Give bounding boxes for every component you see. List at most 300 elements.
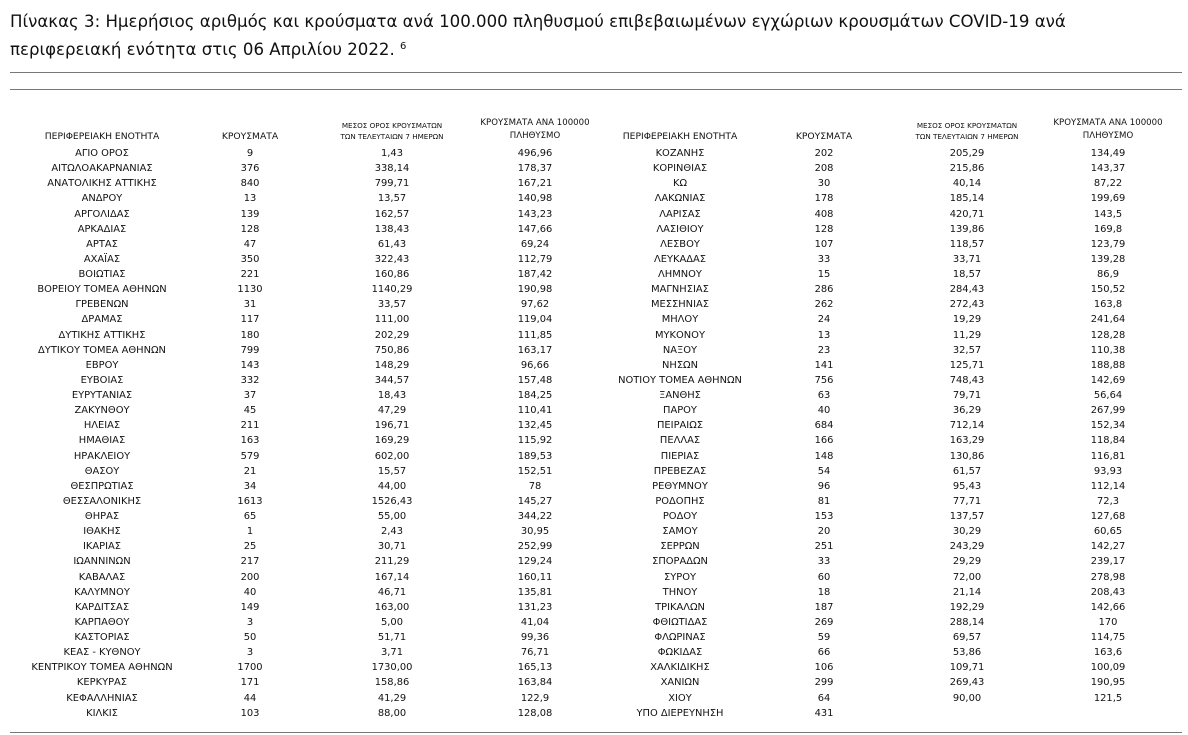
header-per100k-right-line1: ΚΡΟΥΣΜΑΤΑ ΑΝΑ 100000: [1053, 118, 1163, 128]
cell-region-right: ΣΠΟΡΑΔΩΝ: [652, 556, 708, 568]
cell-avg7-right: 11,29: [952, 329, 982, 341]
cell-cases-right: 202: [814, 148, 834, 159]
cell-per100k-right: 150,52: [1090, 284, 1126, 296]
header-region-right: ΠΕΡΙΦΕΡΕΙΑΚΗ ΕΝΟΤΗΤΑ: [622, 131, 738, 142]
cell-avg7-left: 13,57: [377, 193, 407, 205]
cell-region-right: ΞΑΝΘΗΣ: [659, 390, 701, 401]
cell-per100k-right: 188,88: [1090, 359, 1126, 371]
cell-region-right: ΠΑΡΟΥ: [663, 405, 697, 417]
table-row: [0, 570, 1188, 585]
cell-per100k-right: 267,99: [1090, 405, 1126, 417]
cell-region-left: ΘΑΣΟΥ: [84, 465, 120, 477]
cell-per100k-right: 114,75: [1090, 632, 1126, 643]
cell-region-right: ΝΗΣΩΝ: [662, 359, 698, 371]
cell-cases-left: 149: [240, 601, 260, 613]
cell-region-left: ΑΝΔΡΟΥ: [81, 193, 123, 205]
cell-cases-right: 262: [814, 299, 834, 311]
cell-per100k-right: 123,79: [1090, 238, 1126, 250]
cell-cases-left: 1613: [237, 495, 263, 507]
cell-region-left: ΔΡΑΜΑΣ: [81, 314, 123, 326]
cell-region-left: ΗΛΕΙΑΣ: [83, 420, 121, 432]
cell-per100k-left: 167,21: [517, 178, 553, 190]
caption-text: Πίνακας 3: Ημερήσιος αριθμός και κρούσματα ανά 100.000 πληθυσμού επιβεβαιωμένων εγχώριων κρουσμάτων COVID-19 ανά περιφερειακή ενότητα στις 06 Απριλίου 2022.: [10, 12, 1066, 59]
table-row: [0, 660, 1188, 675]
cell-per100k-left: 165,13: [517, 662, 553, 674]
cell-cases-left: 47: [243, 238, 257, 250]
header-cases-left: ΚΡΟΥΣΜΑΤΑ: [221, 131, 279, 142]
table-body: [0, 146, 1188, 721]
cell-region-right: ΛΑΚΩΝΙΑΣ: [654, 193, 706, 205]
cell-region-left: ΚΕΝΤΡΙΚΟΥ ΤΟΜΕΑ ΑΘΗΝΩΝ: [31, 662, 173, 674]
cell-per100k-left: 96,66: [520, 359, 550, 371]
cell-avg7-right: 420,71: [949, 208, 985, 220]
cell-per100k-right: 278,98: [1090, 571, 1126, 583]
table-row: [0, 706, 1188, 721]
cell-per100k-left: 157,48: [517, 374, 553, 386]
cell-region-left: ΑΓΙΟ ΟΡΟΣ: [75, 148, 129, 159]
cell-region-right: ΧΙΟΥ: [668, 692, 692, 704]
header-avg-right-line1: ΜΕΣΟΣ ΟΡΟΣ ΚΡΟΥΣΜΑΤΩΝ: [916, 121, 1018, 130]
cell-region-left: ΚΑΣΤΟΡΙΑΣ: [74, 632, 130, 643]
cell-per100k-right: 134,49: [1090, 148, 1126, 159]
cell-cases-right: 15: [817, 269, 831, 280]
cell-cases-right: 153: [814, 511, 834, 522]
cell-region-right: ΝΑΞΟΥ: [662, 344, 698, 356]
cell-per100k-right: 112,14: [1090, 480, 1126, 492]
header-region-left: ΠΕΡΙΦΕΡΕΙΑΚΗ ΕΝΟΤΗΤΑ: [44, 131, 160, 142]
table-row: [0, 388, 1188, 403]
cell-avg7-left: 196,71: [374, 420, 410, 432]
table-row: [0, 433, 1188, 448]
table-row: [0, 418, 1188, 433]
cell-cases-left: 103: [240, 707, 260, 719]
cell-avg7-left: 322,43: [374, 253, 410, 265]
cell-per100k-left: 190,98: [517, 284, 553, 296]
cell-per100k-left: 78: [528, 480, 542, 492]
cell-cases-left: 139: [240, 208, 260, 220]
cell-region-right: ΠΡΕΒΕΖΑΣ: [653, 465, 707, 477]
cell-per100k-left: 163,17: [517, 344, 553, 356]
cell-region-right: ΛΗΜΝΟΥ: [658, 269, 702, 280]
cell-cases-left: 13: [243, 193, 257, 205]
cell-per100k-right: 170: [1098, 616, 1118, 628]
cell-per100k-right: 241,64: [1090, 314, 1126, 326]
table-row: [0, 494, 1188, 509]
cell-region-left: ΘΕΣΠΡΩΤΙΑΣ: [70, 480, 134, 492]
cell-cases-right: 96: [817, 480, 831, 492]
cell-avg7-right: 79,71: [952, 390, 982, 401]
cell-cases-right: 33: [817, 253, 831, 265]
cell-region-right: ΡΟΔΟΠΗΣ: [655, 495, 705, 507]
table-row: [0, 176, 1188, 191]
cell-per100k-left: 41,04: [520, 616, 550, 628]
header-per100k-left-line1: ΚΡΟΥΣΜΑΤΑ ΑΝΑ 100000: [480, 118, 590, 128]
table-caption: [10, 9, 1182, 62]
cell-per100k-left: 143,23: [517, 208, 553, 220]
cell-region-left: ΓΡΕΒΕΝΩΝ: [75, 299, 129, 311]
cell-avg7-right: 77,71: [952, 495, 982, 507]
cell-avg7-left: 158,86: [374, 677, 410, 689]
cell-cases-left: 221: [240, 269, 260, 280]
cell-per100k-right: 163,8: [1093, 299, 1123, 311]
cell-region-left: ΚΑΛΥΜΝΟΥ: [74, 586, 130, 598]
table-row: [0, 403, 1188, 418]
cell-per100k-left: 135,81: [517, 586, 553, 598]
cell-avg7-right: 748,43: [949, 374, 985, 386]
cell-per100k-left: 163,84: [517, 677, 553, 689]
cell-per100k-right: 142,66: [1090, 601, 1126, 613]
table-row: [0, 539, 1188, 554]
cell-cases-right: 81: [817, 495, 831, 507]
cell-avg7-left: 46,71: [377, 586, 407, 598]
cell-cases-right: 187: [814, 601, 834, 613]
header-per100k-left-line2: ΠΛΗΘΥΣΜΟ: [509, 131, 561, 141]
table-row: [0, 479, 1188, 494]
cell-region-right: ΝΟΤΙΟΥ ΤΟΜΕΑ ΑΘΗΝΩΝ: [618, 374, 742, 386]
header-avg-right-line2: ΤΩΝ ΤΕΛΕΥΤΑΙΩΝ 7 ΗΜΕΡΩΝ: [915, 132, 1019, 141]
cell-region-left: ΚΑΒΑΛΑΣ: [78, 571, 126, 583]
cell-per100k-left: 187,42: [517, 269, 553, 280]
table-row: [0, 312, 1188, 327]
table-row: [0, 373, 1188, 388]
cell-avg7-right: 712,14: [949, 420, 985, 432]
table-row: [0, 691, 1188, 706]
cell-region-right: ΧΑΛΚΙΔΙΚΗΣ: [650, 662, 710, 674]
table-row: [0, 328, 1188, 343]
table-row: [0, 146, 1188, 161]
cell-avg7-right: 36,29: [952, 405, 982, 417]
cell-region-left: ΚΑΡΠΑΘΟΥ: [74, 616, 130, 628]
cell-per100k-right: 142,27: [1090, 541, 1126, 553]
cell-per100k-left: 147,66: [517, 223, 553, 235]
cell-avg7-right: 215,86: [949, 163, 985, 175]
cell-per100k-right: 56,64: [1093, 390, 1123, 401]
cell-per100k-right: 190,95: [1090, 677, 1126, 689]
cell-cases-left: 128: [240, 223, 260, 235]
cell-cases-left: 376: [240, 163, 260, 175]
cell-per100k-right: 86,9: [1097, 269, 1119, 280]
cell-cases-left: 180: [240, 329, 260, 341]
cell-avg7-left: 2,43: [381, 526, 403, 538]
cell-avg7-right: 18,57: [952, 269, 982, 280]
cell-per100k-left: 496,96: [517, 148, 553, 159]
cell-avg7-right: 40,14: [952, 178, 982, 190]
cell-cases-right: 128: [814, 223, 834, 235]
cell-cases-right: 286: [814, 284, 834, 296]
cell-per100k-left: 122,9: [520, 692, 550, 704]
cell-per100k-right: 127,68: [1090, 511, 1126, 522]
cell-per100k-right: 60,65: [1093, 526, 1123, 538]
cell-cases-right: 178: [814, 193, 834, 205]
cell-cases-left: 44: [243, 692, 257, 704]
cell-avg7-left: 1140,29: [371, 284, 413, 296]
cell-per100k-right: 87,22: [1093, 178, 1123, 190]
cell-avg7-left: 111,00: [374, 314, 410, 326]
cell-avg7-right: 288,14: [949, 616, 985, 628]
cell-cases-left: 163: [240, 435, 260, 447]
cell-per100k-left: 252,99: [517, 541, 553, 553]
cell-avg7-left: 1,43: [381, 148, 403, 159]
cell-region-left: ΑΡΤΑΣ: [86, 238, 118, 250]
table-row: [0, 207, 1188, 222]
cell-region-right: ΜΗΛΟΥ: [661, 314, 699, 326]
cell-region-left: ΔΥΤΙΚΗΣ ΑΤΤΙΚΗΣ: [58, 329, 146, 341]
cell-region-left: ΗΡΑΚΛΕΙΟΥ: [73, 450, 131, 462]
cell-cases-left: 1130: [237, 284, 263, 296]
cell-per100k-left: 160,11: [517, 571, 553, 583]
cell-cases-left: 21: [243, 465, 257, 477]
cell-cases-left: 45: [243, 405, 257, 417]
cell-region-left: ΖΑΚΥΝΘΟΥ: [74, 405, 130, 417]
header-per100k-right-line2: ΠΛΗΘΥΣΜΟ: [1082, 131, 1134, 141]
cell-region-left: ΗΜΑΘΙΑΣ: [78, 435, 126, 447]
cell-cases-left: 579: [240, 450, 260, 462]
cell-per100k-right: 142,69: [1090, 374, 1126, 386]
cell-region-left: ΒΟΙΩΤΙΑΣ: [78, 269, 126, 280]
cell-cases-left: 65: [243, 511, 257, 522]
rule-bottom: [10, 732, 1182, 733]
cell-cases-left: 217: [240, 556, 260, 568]
cell-per100k-right: 139,28: [1090, 253, 1126, 265]
table-row: [0, 282, 1188, 297]
cell-avg7-left: 338,14: [374, 163, 410, 175]
cell-avg7-right: 30,29: [952, 526, 982, 538]
cell-avg7-left: 47,29: [377, 405, 407, 417]
table-row: [0, 358, 1188, 373]
cell-cases-left: 840: [240, 178, 260, 190]
cell-region-right: ΜΑΓΝΗΣΙΑΣ: [651, 284, 709, 296]
rule-table-top: [10, 89, 1182, 90]
cell-region-right: ΜΥΚΟΝΟΥ: [655, 329, 705, 341]
cell-region-right: ΤΡΙΚΑΛΩΝ: [655, 601, 705, 613]
cell-region-right: ΠΕΙΡΑΙΩΣ: [657, 420, 703, 432]
cell-cases-right: 54: [817, 465, 831, 477]
cell-region-right: ΣΑΜΟΥ: [662, 526, 698, 538]
cell-region-left: ΚΕΡΚΥΡΑΣ: [76, 677, 128, 689]
cell-avg7-right: 72,00: [952, 571, 982, 583]
cell-region-left: ΑΧΑΪΑΣ: [83, 253, 121, 265]
cell-cases-right: 66: [817, 647, 831, 659]
cell-cases-left: 1: [246, 526, 254, 538]
cell-cases-left: 143: [240, 359, 260, 371]
cell-region-right: ΚΟΡΙΝΘΙΑΣ: [652, 163, 708, 175]
cell-region-left: ΕΥΒΟΙΑΣ: [80, 374, 124, 386]
cell-per100k-left: 189,53: [517, 450, 553, 462]
cell-region-left: ΘΗΡΑΣ: [84, 511, 120, 522]
cell-region-right: ΜΕΣΣΗΝΙΑΣ: [651, 299, 709, 311]
cell-region-left: ΙΚΑΡΙΑΣ: [82, 541, 121, 553]
cell-avg7-left: 167,14: [374, 571, 410, 583]
cell-region-right: ΦΩΚΙΔΑΣ: [657, 647, 703, 659]
table-row: [0, 554, 1188, 569]
table-row: [0, 267, 1188, 282]
cell-avg7-right: 32,57: [952, 344, 982, 356]
cell-region-right: ΚΩ: [672, 178, 688, 190]
table-row: [0, 252, 1188, 267]
cell-region-left: ΕΒΡΟΥ: [85, 359, 119, 371]
cell-region-left: ΘΕΣΣΑΛΟΝΙΚΗΣ: [62, 495, 142, 507]
cell-region-right: ΠΙΕΡΙΑΣ: [660, 450, 700, 462]
cell-per100k-left: 152,51: [517, 465, 553, 477]
cell-per100k-left: 178,37: [517, 163, 553, 175]
cell-avg7-left: 148,29: [374, 359, 410, 371]
table-row: [0, 675, 1188, 690]
cell-per100k-left: 97,62: [520, 299, 550, 311]
cell-avg7-right: 61,57: [952, 465, 982, 477]
cell-cases-left: 171: [240, 677, 260, 689]
cell-region-left: ΕΥΡΥΤΑΝΙΑΣ: [71, 390, 133, 401]
cell-cases-right: 59: [817, 632, 831, 643]
table-row: [0, 161, 1188, 176]
cell-per100k-right: 208,43: [1090, 586, 1126, 598]
table-row: [0, 524, 1188, 539]
cell-cases-right: 431: [814, 707, 834, 719]
cell-per100k-right: 72,3: [1097, 495, 1119, 507]
cell-avg7-left: 51,71: [377, 632, 407, 643]
cell-region-right: ΤΗΝΟΥ: [662, 586, 698, 598]
cell-cases-left: 9: [246, 148, 254, 159]
cell-avg7-right: 272,43: [949, 299, 985, 311]
cell-cases-left: 799: [240, 344, 260, 356]
cell-per100k-right: 169,8: [1093, 223, 1123, 235]
rule-top: [10, 72, 1182, 73]
cell-per100k-left: 110,41: [517, 405, 553, 417]
table-row: [0, 615, 1188, 630]
cell-avg7-left: 750,86: [374, 344, 410, 356]
cell-avg7-left: 5,00: [381, 616, 403, 628]
cell-per100k-right: 128,28: [1090, 329, 1126, 341]
footnote-marker: 6: [400, 41, 407, 52]
cell-region-right: ΡΟΔΟΥ: [662, 511, 698, 522]
cell-per100k-left: 30,95: [520, 526, 550, 538]
cell-cases-right: 40: [817, 405, 831, 417]
cell-cases-left: 200: [240, 571, 260, 583]
cell-per100k-left: 184,25: [517, 390, 553, 401]
cell-region-left: ΚΙΛΚΙΣ: [86, 707, 118, 719]
cell-region-left: ΑΡΓΟΛΙΔΑΣ: [74, 208, 130, 220]
cell-avg7-left: 799,71: [374, 178, 410, 190]
cell-avg7-right: 69,57: [952, 632, 982, 643]
cell-per100k-left: 115,92: [517, 435, 553, 447]
cell-region-right: ΚΟΖΑΝΗΣ: [655, 148, 705, 159]
cell-cases-right: 269: [814, 616, 834, 628]
cell-cases-right: 13: [817, 329, 831, 341]
cell-cases-left: 31: [243, 299, 257, 311]
table-row: [0, 630, 1188, 645]
cell-avg7-left: 55,00: [377, 511, 407, 522]
cell-per100k-right: 118,84: [1090, 435, 1126, 447]
cell-cases-right: 148: [814, 450, 834, 462]
cell-per100k-left: 128,08: [517, 707, 553, 719]
cell-per100k-right: 152,34: [1090, 420, 1126, 432]
cell-region-right: ΡΕΘΥΜΝΟΥ: [652, 480, 708, 492]
cell-avg7-right: 130,86: [949, 450, 985, 462]
cell-avg7-right: 243,29: [949, 541, 985, 553]
cell-cases-right: 20: [817, 526, 831, 538]
cell-cases-left: 117: [240, 314, 260, 326]
cell-cases-left: 211: [240, 420, 260, 432]
cell-region-left: ΙΩΑΝΝΙΝΩΝ: [73, 556, 131, 568]
cell-avg7-left: 202,29: [374, 329, 410, 341]
cell-avg7-left: 344,57: [374, 374, 410, 386]
cell-cases-left: 1700: [237, 662, 263, 674]
cell-avg7-right: 118,57: [949, 238, 985, 250]
cell-per100k-left: 111,85: [517, 329, 553, 341]
cell-region-right: ΛΑΡΙΣΑΣ: [659, 208, 701, 220]
cell-cases-right: 299: [814, 677, 834, 689]
cell-per100k-right: 239,17: [1090, 556, 1126, 568]
cell-avg7-right: 284,43: [949, 284, 985, 296]
cell-cases-left: 40: [243, 586, 257, 598]
cell-cases-left: 50: [243, 632, 257, 643]
cell-avg7-left: 15,57: [377, 465, 407, 477]
cell-avg7-left: 61,43: [377, 238, 407, 250]
cell-avg7-right: 163,29: [949, 435, 985, 447]
header-avg-left-line1: ΜΕΣΟΣ ΟΡΟΣ ΚΡΟΥΣΜΑΤΩΝ: [341, 121, 443, 130]
table-row: [0, 600, 1188, 615]
cell-cases-right: 141: [814, 359, 834, 371]
cell-per100k-left: 129,24: [517, 556, 553, 568]
cell-cases-right: 24: [817, 314, 831, 326]
cell-region-left: ΒΟΡΕΙΟΥ ΤΟΜΕΑ ΑΘΗΝΩΝ: [37, 284, 167, 296]
cell-cases-right: 30: [817, 178, 831, 190]
cell-region-left: ΙΘΑΚΗΣ: [83, 526, 121, 538]
cell-avg7-left: 163,00: [374, 601, 410, 613]
cell-cases-right: 166: [814, 435, 834, 447]
cell-region-left: ΚΑΡΔΙΤΣΑΣ: [74, 601, 130, 613]
cell-per100k-right: 121,5: [1093, 692, 1123, 704]
cell-region-left: ΔΥΤΙΚΟΥ ΤΟΜΕΑ ΑΘΗΝΩΝ: [38, 344, 166, 356]
cell-avg7-left: 1730,00: [371, 662, 413, 674]
cell-avg7-left: 602,00: [374, 450, 410, 462]
cell-cases-right: 756: [814, 374, 834, 386]
cell-cases-right: 251: [814, 541, 834, 553]
cell-cases-right: 684: [814, 420, 834, 432]
cell-per100k-left: 131,23: [517, 601, 553, 613]
cell-region-right: ΛΑΣΙΘΙΟΥ: [656, 223, 704, 235]
cell-cases-right: 33: [817, 556, 831, 568]
cell-avg7-left: 1526,43: [371, 495, 413, 507]
cell-region-left: ΚΕΦΑΛΛΗΝΙΑΣ: [66, 692, 138, 704]
cell-per100k-left: 119,04: [517, 314, 553, 326]
cell-avg7-right: 109,71: [949, 662, 985, 674]
table-row: [0, 297, 1188, 312]
cell-region-right: ΠΕΛΛΑΣ: [659, 435, 701, 447]
cell-cases-right: 106: [814, 662, 834, 674]
cell-cases-left: 3: [246, 616, 254, 628]
cell-avg7-right: 33,71: [952, 253, 982, 265]
cell-avg7-left: 41,29: [377, 692, 407, 704]
cell-per100k-left: 76,71: [520, 647, 550, 659]
cell-region-left: ΑΝΑΤΟΛΙΚΗΣ ΑΤΤΙΚΗΣ: [47, 178, 157, 190]
cell-per100k-right: 143,5: [1093, 208, 1123, 220]
cell-region-left: ΑΙΤΩΛΟΑΚΑΡΝΑΝΙΑΣ: [51, 163, 153, 175]
cell-avg7-right: 137,57: [949, 511, 985, 522]
cell-region-right: ΣΥΡΟΥ: [663, 571, 697, 583]
cell-avg7-right: 95,43: [952, 480, 982, 492]
cell-cases-right: 23: [817, 344, 831, 356]
table-row: [0, 222, 1188, 237]
cell-region-right: ΥΠΟ ΔΙΕΡΕΥΝΗΣΗ: [636, 707, 724, 719]
cell-avg7-right: 185,14: [949, 193, 985, 205]
cell-region-right: ΛΕΥΚΑΔΑΣ: [653, 253, 706, 265]
cell-avg7-left: 3,71: [381, 647, 403, 659]
table-row: [0, 645, 1188, 660]
cell-avg7-right: 19,29: [952, 314, 982, 326]
cell-per100k-right: 93,93: [1093, 465, 1123, 477]
cell-region-right: ΦΘΙΩΤΙΔΑΣ: [652, 616, 708, 628]
cell-per100k-left: 69,24: [520, 238, 550, 250]
